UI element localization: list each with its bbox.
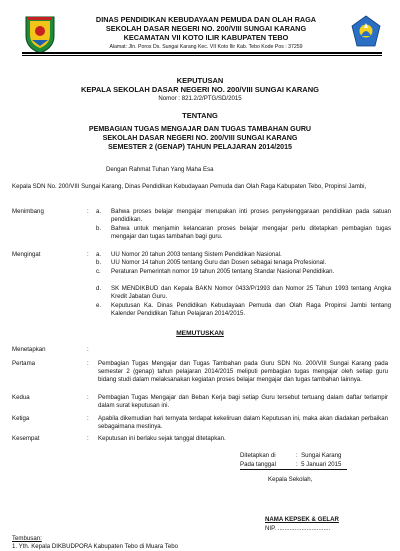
colon: : — [296, 461, 302, 468]
tembusan-label: Tembusan: — [12, 535, 42, 542]
letterhead-rule-thin — [22, 55, 382, 56]
ditetapkan-label: Ditetapkan di — [240, 452, 276, 459]
kepsek-nip: NIP. ............................... — [265, 525, 331, 532]
mengingat-item-c: Peraturan Pemerintah nomor 19 tahun 2005 tentang Standar Nasional Pendidikan. — [111, 268, 335, 275]
heading-tentang: TENTANG — [182, 111, 218, 120]
heading-title-2: SEKOLAH DASAR NEGERI NO. 200/VIII SUNGAI KARANG — [102, 134, 298, 142]
kop-line-2: SEKOLAH DASAR NEGERI NO. 200/VIII SUNGAI KARANG — [105, 24, 307, 33]
kop-address: Alamat: Jln. Poros Ds. Sungai Karang Kec. VII Koto Ilir Kab. Tebo Kode Pos : 37259 — [109, 44, 303, 50]
colon: : — [87, 346, 89, 353]
ditetapkan-value: Sungai Karang — [301, 452, 342, 459]
colon: : — [296, 452, 302, 459]
colon: : — [87, 208, 89, 215]
kepsek-name: NAMA KEPSEK & GELAR — [265, 516, 339, 523]
kedua-label: Kedua — [12, 394, 30, 401]
kop-line-3: KECAMATAN VII KOTO ILIR KABUPATEN TEBO — [123, 33, 289, 42]
menetapkan-label: Menetapkan — [12, 346, 46, 353]
menimbang-label: Menimbang — [12, 208, 44, 215]
ditetapkan-row — [240, 452, 341, 460]
mengingat-num-e: e. — [96, 302, 102, 309]
menimbang-item-b: Bahwa untuk menjamin kelancaran proses belajar mengajar perlu ditetapkan pembagian tugas mengajar dan tugas tambahan bagi guru. — [111, 225, 391, 240]
rahmat-line: Dengan Rahmat Tuhan Yang Maha Esa — [106, 166, 214, 173]
mengingat-item-a: UU Nomor 20 tahun 2003 tentang Sistem Pendidikan Nasional. — [111, 251, 282, 258]
memutuskan-heading: MEMUTUSKAN — [176, 330, 224, 337]
heading-title-3: SEMESTER 2 (GENAP) TAHUN PELAJARAN 2014/2015 — [108, 143, 292, 151]
tembusan-item-1: 1. Yth. Kepala DIKBUDPORA Kabupaten Tebo di Muara Tebo — [12, 543, 178, 550]
mengingat-num-a: a. — [96, 251, 102, 258]
heading-keputusan: KEPUTUSAN — [176, 76, 224, 85]
heading-title-1: PEMBAGIAN TUGAS MENGAJAR DAN TUGAS TAMBAHAN GURU — [88, 125, 312, 133]
heading-nomor: Nomor : 821.2/2/PTG/SD/2015 — [158, 95, 242, 102]
tanggal-value: 5 Januari 2015 — [301, 461, 342, 468]
colon: : — [87, 435, 89, 442]
keempat-label: Kesempat — [12, 435, 40, 442]
tanggal-row — [240, 461, 347, 470]
letterhead-rule-thick — [22, 52, 382, 54]
mengingat-num-d: d. — [96, 285, 102, 292]
tanggal-underline — [240, 461, 347, 470]
mengingat-item-e: Keputusan Ka. Dinas Pendidikan Kebudayaan Pemuda dan Olah Raga Propinsi Jambi tentang Kalender Pendidikan Tahun Pelajaran 2014/2015. — [111, 302, 391, 317]
kop-line-1: DINAS PENDIDIKAN KEBUDAYAAN PEMUDA DAN OLAH RAGA — [95, 15, 317, 24]
menimbang-num-a: a. — [96, 208, 102, 215]
kedua-text: Pembagian Tugas Mengajar dan Beban Kerja bagi setiap Guru tersebut tertuang dalam daftar terlampir dalam surat keputusan ini. — [98, 394, 388, 409]
pertama-label: Pertama — [12, 360, 36, 367]
mengingat-label: Mengingat — [12, 251, 41, 258]
ketiga-text: Apabila dikemudian hari ternyata terdapat kekeliruan dalam Keputusan ini, maka akan diadakan perbaikan sebagaimana mestinya. — [98, 415, 388, 430]
colon: : — [87, 415, 89, 422]
mengingat-item-d: SK MENDIKBUD dan Kepala BAKN Nomor 0433/P/1993 dan Nomor 25 Tahun 1993 tentang Angka Kredit Jabatan Guru. — [111, 285, 391, 300]
menimbang-num-b: b. — [96, 225, 102, 232]
colon: : — [87, 251, 89, 258]
colon: : — [87, 394, 89, 401]
menimbang-item-a: Bahwa proses belajar mengajar merupakan inti proses penyelenggaraan pendidikan pada satuan pendidikan. — [111, 208, 391, 223]
colon: : — [87, 360, 89, 367]
closing-kepala-sekolah: Kepala Sekolah, — [268, 476, 313, 483]
kabupaten-tebo-logo-icon — [22, 14, 58, 54]
keempat-text: Keputusan ini berlaku sejak tanggal ditetapkan. — [98, 435, 226, 442]
mengingat-num-c: c. — [96, 268, 101, 275]
intro-paragraph: Kepala SDN No. 200/VIII Sungai Karang, Dinas Pendidikan Kebudayaan Pemuda dan Olah Raga Kabupaten Tebo, Propinsi Jambi, — [12, 183, 367, 190]
ketiga-label: Ketiga — [12, 415, 30, 422]
pertama-text: Pembagian Tugas Mengajar dan Tugas Tambahan pada Guru SDN No. 200/VIII Sungai Karang pada semester 2 (genap) tahun pelajaran 2014/2015 meliputi pembagian tugas mengajar oleh setiap guru bidang studi dalam melaksanakan kegiatan proses belajar mengajar dan tugas tambahan lainnya. — [98, 360, 388, 383]
tanggal-label: Pada tanggal — [240, 461, 276, 468]
heading-kepala: KEPALA SEKOLAH DASAR NEGERI NO. 200/VIII SUNGAI KARANG — [81, 85, 319, 94]
mengingat-num-b: b. — [96, 259, 102, 266]
mengingat-item-b: UU Nomor 14 tahun 2005 tentang Guru dan Dosen sebagai tenaga Profesional. — [111, 259, 327, 266]
